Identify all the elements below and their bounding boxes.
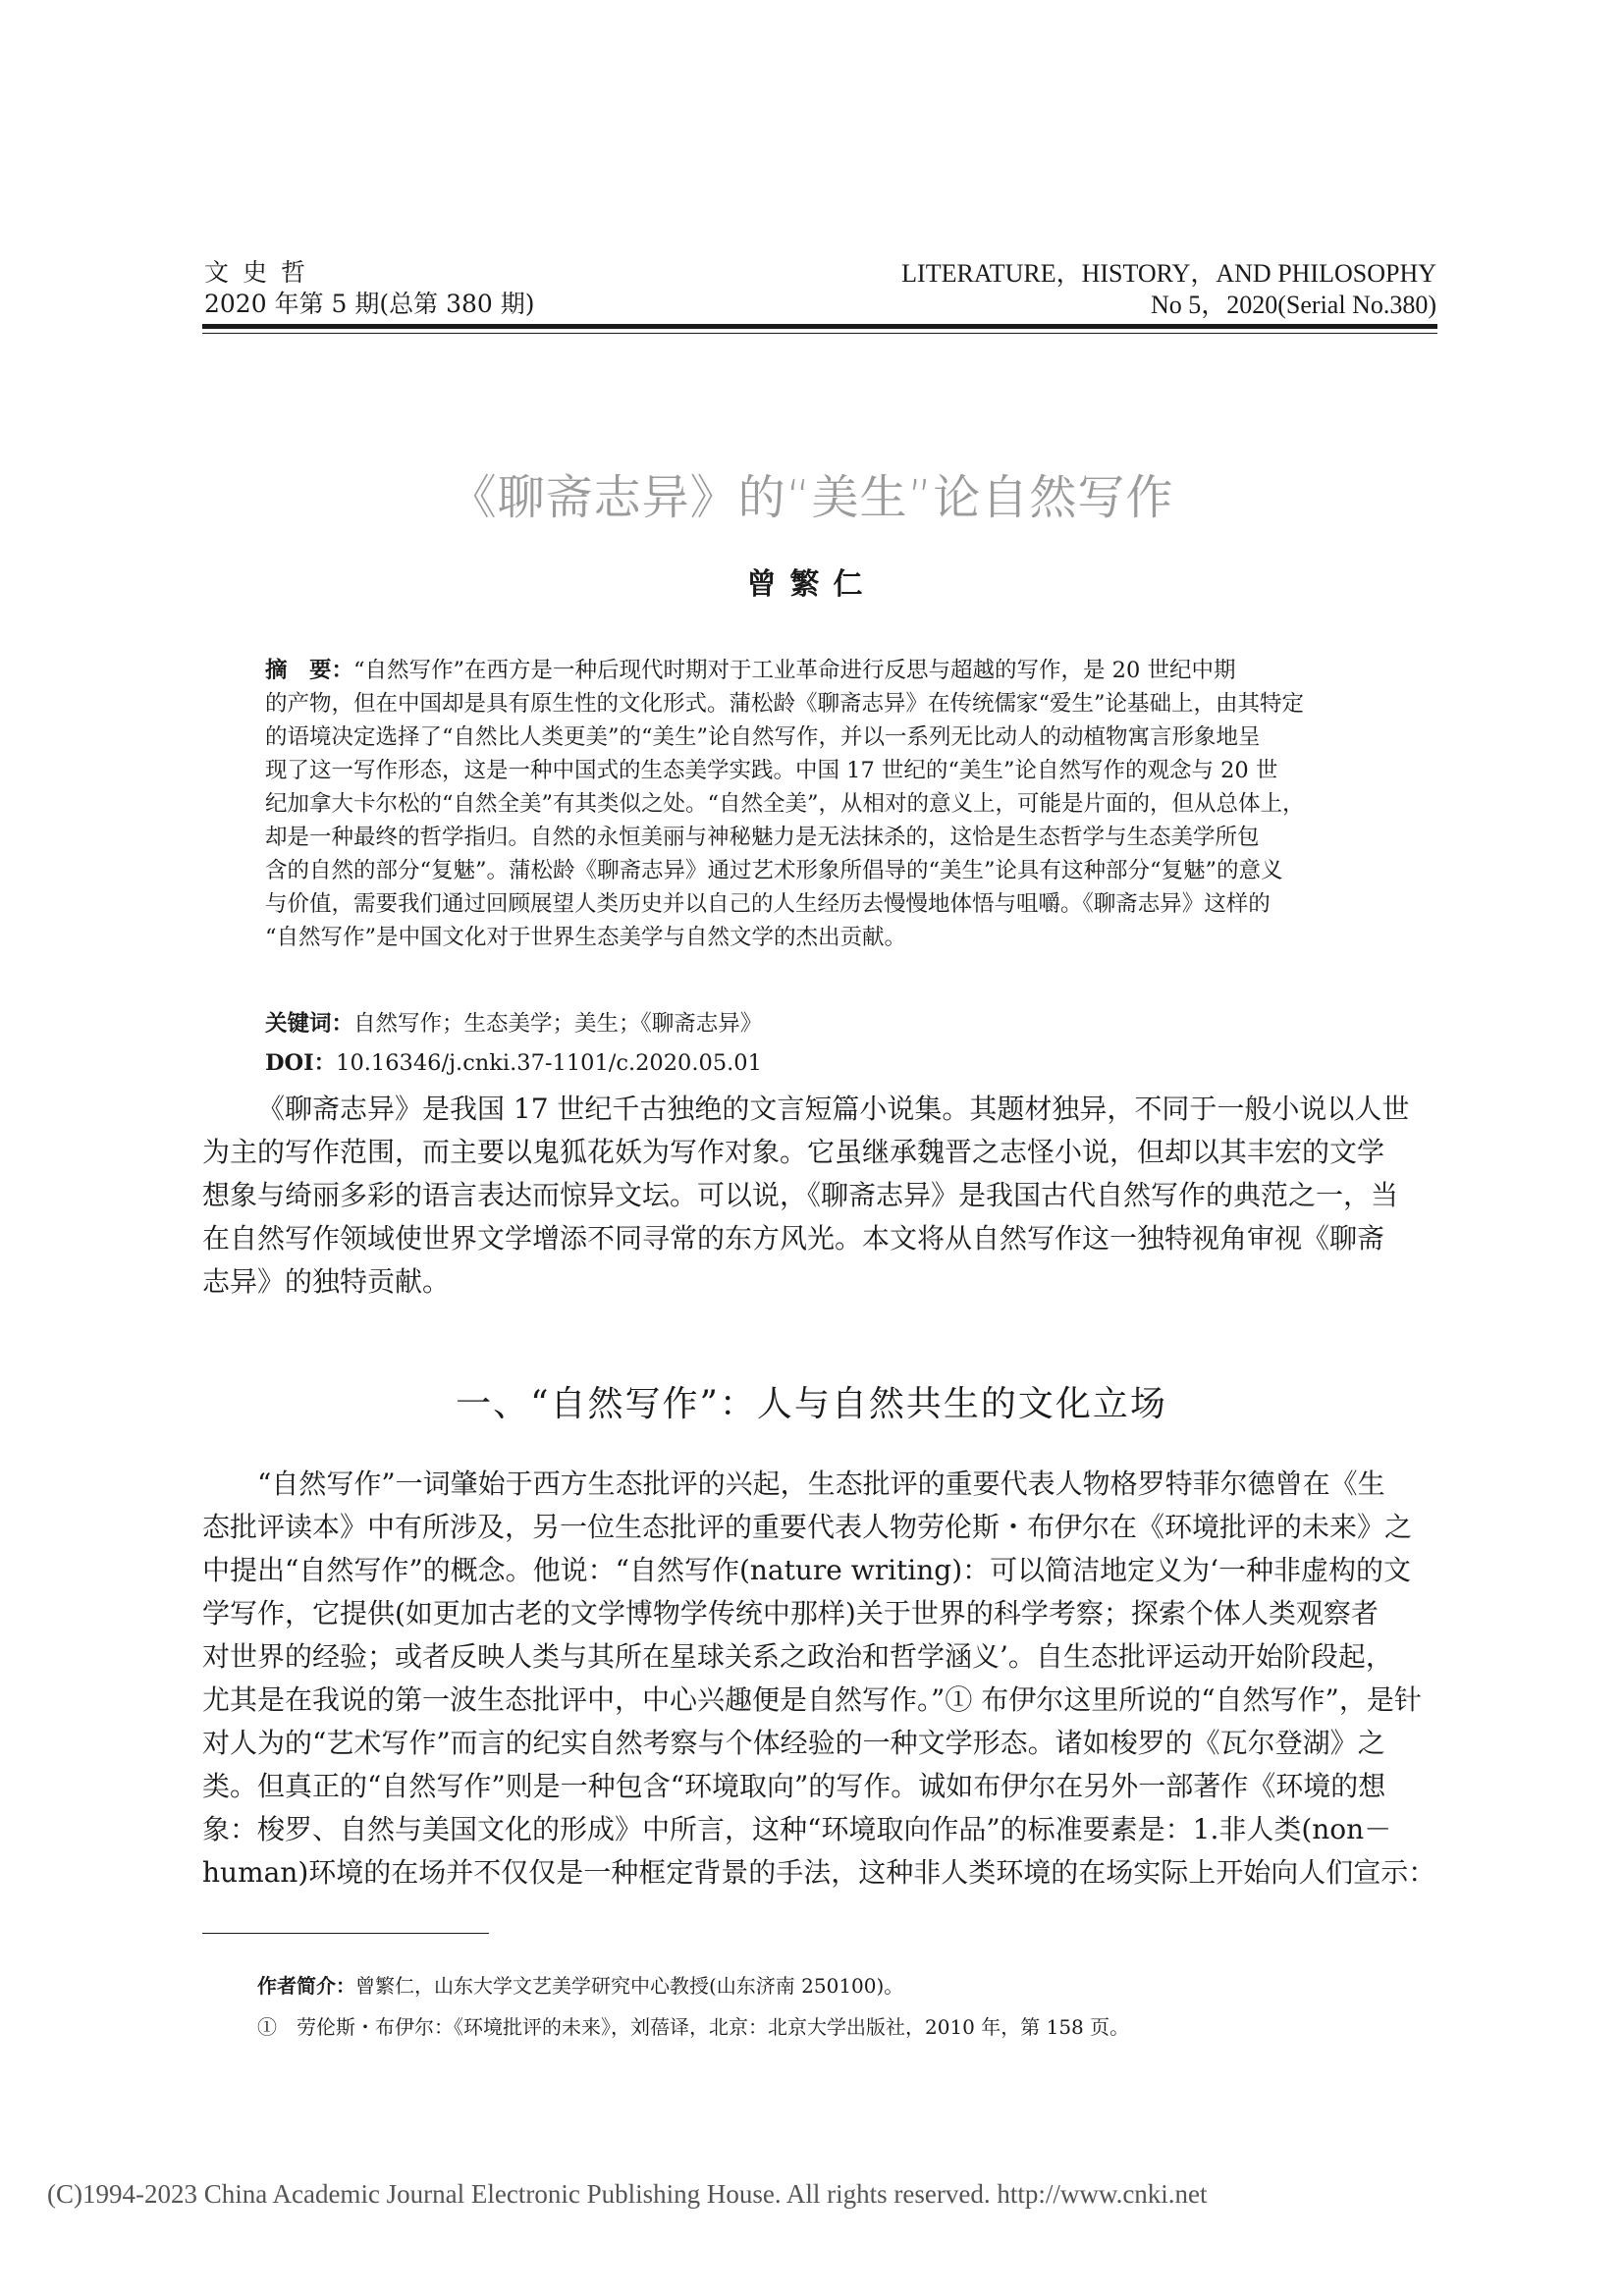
section-heading: 一、“自然写作”：人与自然共生的文化立场	[456, 1384, 1167, 1424]
intro-line: 《聊斋志异》是我国 17 世纪千古独绝的文言短篇小说集。其题材独异，不同于一般小说以人世	[257, 1093, 1410, 1125]
section-line: 对人为的“艺术写作”而言的纪实自然考察与个体经验的一种文学形态。诸如梭罗的《瓦尔登湖》之	[202, 1727, 1385, 1759]
abstract-line: 含的自然的部分“复魅”。蒲松龄《聊斋志异》通过艺术形象所倡导的“美生”论具有这种部分“复魅”的意义	[265, 858, 1283, 883]
intro-line: 在自然写作领域使世界文学增添不同寻常的东方风光。本文将从自然写作这一独特视角审视《聊斋	[202, 1222, 1385, 1255]
copyright-notice: (C)1994-2023 China Academic Journal Electronic Publishing House. All rights reserved. http://www.cnki.net	[47, 2179, 1208, 2209]
doi-label: DOI：	[265, 1050, 337, 1076]
author-footnote	[257, 1970, 903, 1999]
abstract-line: 纪加拿大卡尔松的“自然全美”有其类似之处。“自然全美”，从相对的意义上，可能是片面的，但从总体上，	[265, 791, 1305, 817]
section-line: 中提出“自然写作”的概念。他说：“自然写作(nature writing)：可以简洁地定义为‘一种非虚构的文	[202, 1554, 1412, 1586]
intro-line: 为主的写作范围，而主要以鬼狐花妖为写作对象。它虽继承魏晋之志怪小说，但却以其丰宏的文学	[202, 1136, 1385, 1168]
header-rule-thick	[202, 324, 1437, 329]
article-title: 《聊斋志异》的“美生”论自然写作	[449, 470, 1174, 525]
header-rule-thin	[202, 333, 1437, 334]
journal-name-cn: 文史哲	[204, 258, 320, 287]
author-footnote-label: 作者简介：	[257, 1974, 355, 1998]
abstract-line: 的产物，但在中国却是具有原生性的文化形式。蒲松龄《聊斋志异》在传统儒家“爱生”论基础上，由其特定	[265, 691, 1305, 717]
keywords-label: 关键词：	[265, 1011, 354, 1037]
doi-value: 10.16346/j.cnki.37-1101/c.2020.05.01	[336, 1050, 762, 1076]
doi-line	[265, 1046, 1434, 1080]
section-line: 尤其是在我说的第一波生态批评中，中心兴趣便是自然写作。”① 布伊尔这里所说的“自然写作”，是针	[202, 1683, 1422, 1716]
abstract-line	[265, 654, 1434, 687]
abstract-line: 却是一种最终的哲学指归。自然的永恒美丽与神秘魅力是无法抹杀的，这恰是生态哲学与生态美学所包	[265, 825, 1260, 850]
issue-info-en: No 5，2020(Serial No.380)	[1150, 291, 1436, 319]
article-author: 曾繁仁	[746, 567, 877, 602]
author-footnote-text: 曾繁仁，山东大学文艺美学研究中心教授(山东济南 250100)。	[355, 1974, 904, 1998]
section-line: 对世界的经验；或者反映人类与其所在星球关系之政治和哲学涵义’。自生态批评运动开始阶段起，	[202, 1640, 1393, 1673]
journal-name-en: LITERATURE，HISTORY，AND PHILOSOPHY	[901, 259, 1436, 288]
abstract-line: 现了这一写作形态，这是一种中国式的生态美学实践。中国 17 世纪的“美生”论自然写作的观念与 20 世	[265, 758, 1278, 783]
abstract-line: “自然写作”是中国文化对于世界生态美学与自然文学的杰出贡献。	[265, 925, 907, 950]
section-line: 类。但真正的“自然写作”则是一种包含“环境取向”的写作。诚如布伊尔在另外一部著作《环境的想	[202, 1770, 1386, 1802]
section-line: 学写作，它提供(如更加古老的文学博物学传统中那样)关于世界的科学考察；探索个体人类观察者	[202, 1597, 1379, 1629]
abstract-text: “自然写作”在西方是一种后现代时期对于工业革命进行反思与超越的写作，是 20 世纪中期	[353, 658, 1236, 683]
issue-info-cn: 2020 年第 5 期(总第 380 期)	[204, 290, 535, 318]
intro-line: 志异》的独特贡献。	[202, 1265, 451, 1298]
abstract-label: 摘 要：	[265, 658, 354, 683]
footnote-1: ① 劳伦斯・布伊尔：《环境批评的未来》，刘蓓译，北京：北京大学出版社，2010 年，第 158 页。	[257, 2015, 1130, 2039]
section-line: “自然写作”一词肇始于西方生态批评的兴起，生态批评的重要代表人物格罗特菲尔德曾在《生	[257, 1468, 1385, 1500]
keywords-line	[265, 1007, 1434, 1041]
section-line: 象：梭罗、自然与美国文化的形成》中所言，这种“环境取向作品”的标准要素是：1.非人类(non－	[202, 1813, 1392, 1845]
intro-line: 想象与绮丽多彩的语言表达而惊异文坛。可以说，《聊斋志异》是我国古代自然写作的典范之一，当	[202, 1179, 1399, 1211]
keywords-text: 自然写作；生态美学；美生；《聊斋志异》	[353, 1011, 763, 1037]
abstract-line: 与价值，需要我们通过回顾展望人类历史并以自己的人生经历去慢慢地体悟与咀嚼。《聊斋志异》这样的	[265, 891, 1271, 917]
section-line: 态批评读本》中有所涉及，另一位生态批评的重要代表人物劳伦斯・布伊尔在《环境批评的未来》之	[202, 1511, 1413, 1543]
footnote-rule	[202, 1933, 489, 1934]
abstract-line: 的语境决定选择了“自然比人类更美”的“美生”论自然写作，并以一系列无比动人的动植物寓言形象地呈	[265, 724, 1261, 750]
section-line: human)环境的在场并不仅仅是一种框定背景的手法，这种非人类环境的在场实际上开始向人们宣示：	[202, 1856, 1436, 1889]
